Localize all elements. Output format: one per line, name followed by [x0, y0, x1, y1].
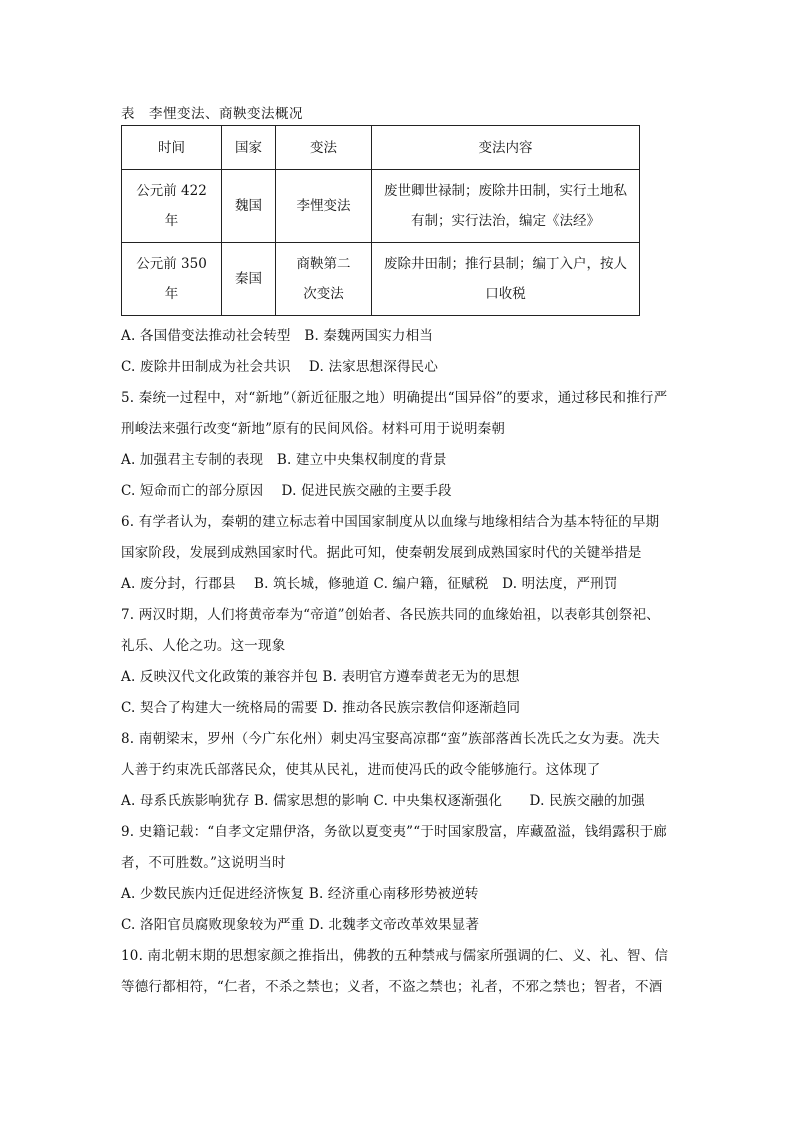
cell-reform: 商鞅第二次变法: [276, 243, 372, 316]
question-6-stem: 国家阶段，发展到成熟国家时代。据此可知，使秦朝发展到成熟国家时代的关键举措是: [121, 545, 642, 561]
cell-state: 秦国: [222, 243, 276, 316]
header-time: 时间: [122, 126, 222, 170]
cell-state: 魏国: [222, 170, 276, 243]
header-state: 国家: [222, 126, 276, 170]
question-10-stem: 10. 南北朝末期的思想家颜之推指出，佛教的五种禁戒与儒家所强调的仁、义、礼、智、信: [121, 948, 669, 964]
answer-options: A. 母系氏族影响犹存 B. 儒家思想的影响 C. 中央集权逐渐强化 D. 民族交融的加强: [121, 793, 645, 809]
question-7-stem: 7. 两汉时期，人们将黄帝奉为“帝道”创始者、各民族共同的血缘始祖，以表彰其创祭祀、: [121, 607, 660, 623]
question-text: [121, 321, 676, 1003]
answer-options: A. 各国借变法推动社会转型 B. 秦魏两国实力相当: [121, 328, 434, 344]
table-header-row: [122, 126, 640, 170]
cell-time: 公元前 422 年: [122, 170, 222, 243]
question-8-stem: 人善于约束冼氏部落民众，使其从民礼，进而使冯氏的政令能够施行。这体现了: [121, 762, 601, 778]
answer-options: A. 少数民族内迁促进经济恢复 B. 经济重心南移形势被逆转: [121, 886, 479, 902]
answer-options: A. 反映汉代文化政策的兼容并包 B. 表明官方遵奉黄老无为的思想: [121, 669, 520, 685]
question-6-stem: 6. 有学者认为，秦朝的建立标志着中国国家制度从以血缘与地缘相结合为基本特征的早期: [121, 514, 660, 530]
table-row: [122, 170, 640, 243]
header-reform: 变法: [276, 126, 372, 170]
question-7-stem: 礼乐、人伦之功。这一现象: [121, 638, 286, 654]
answer-options: C. 契合了构建大一统格局的需要 D. 推动各民族宗教信仰逐渐趋同: [121, 700, 521, 716]
header-content: 变法内容: [372, 126, 640, 170]
cell-content: 废世卿世禄制；废除井田制，实行土地私有制；实行法治，编定《法经》: [372, 170, 640, 243]
answer-options: A. 废分封，行郡县 B. 筑长城，修驰道 C. 编户籍，征赋税 D. 明法度，严刑罚: [121, 576, 618, 592]
cell-content: 废除井田制；推行县制；编丁入户，按人口收税: [372, 243, 640, 316]
question-5-stem: 5. 秦统一过程中，对“新地”（新近征服之地）明确提出“国异俗”的要求，通过移民和推行严: [121, 390, 668, 406]
answer-options: C. 洛阳官员腐败现象较为严重 D. 北魏孝文帝改革效果显著: [121, 917, 480, 933]
table-caption: 表 李悝变法、商鞅变法概况: [121, 106, 303, 122]
question-8-stem: 8. 南朝梁末，罗州（今广东化州）刺史冯宝娶高凉郡“蛮”族部落酋长冼氏之女为妻。冼夫: [121, 731, 660, 747]
question-5-stem: 刑峻法来强行改变“新地”原有的民间风俗。材料可用于说明秦朝: [121, 421, 506, 437]
question-9-stem: 者，不可胜数。”这说明当时: [121, 855, 286, 871]
answer-options: A. 加强君主专制的表现 B. 建立中央集权制度的背景: [121, 452, 447, 468]
table-row: [122, 243, 640, 316]
answer-options: C. 短命而亡的部分原因 D. 促进民族交融的主要手段: [121, 483, 452, 499]
answer-options: C. 废除井田制成为社会共识 D. 法家思想深得民心: [121, 359, 439, 375]
question-9-stem: 9. 史籍记载：“自孝文定鼎伊洛，务欲以夏变夷”“于时国家殷富，库藏盈溢，钱绢露积于廊: [121, 824, 667, 840]
question-10-stem: 等德行都相符，“仁者，不杀之禁也；义者，不盗之禁也；礼者，不邪之禁也；智者，不酒: [121, 979, 663, 995]
reform-table: [121, 125, 640, 316]
cell-time: 公元前 350 年: [122, 243, 222, 316]
cell-reform: 李悝变法: [276, 170, 372, 243]
